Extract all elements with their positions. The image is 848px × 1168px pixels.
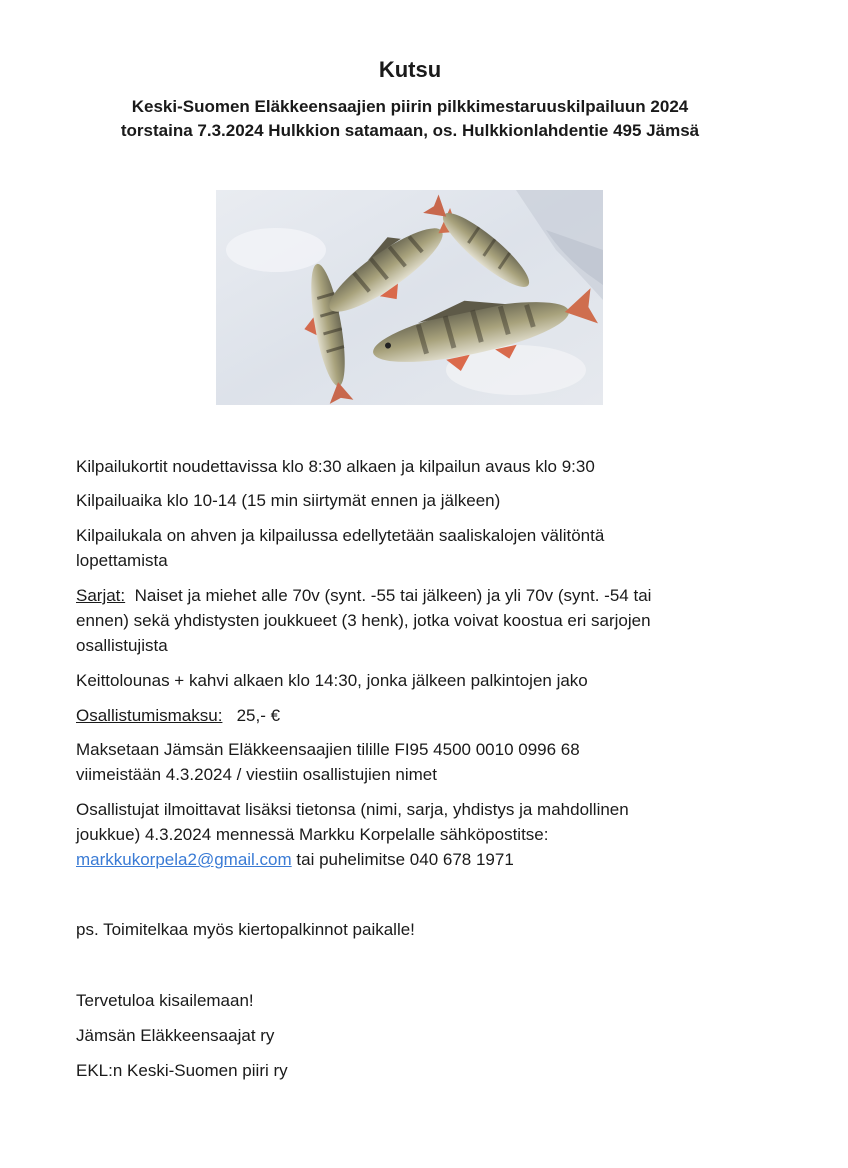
fee-line — [76, 703, 776, 729]
register-line-2: joukkue) 4.3.2024 mennessä Markku Korpelalle sähköpostitse: — [76, 825, 549, 844]
series-text-1: Naiset ja miehet alle 70v (synt. -55 tai jälkeen) ja yli 70v (synt. -54 tai — [134, 586, 652, 605]
series-line-3: osallistujista — [76, 636, 168, 655]
info-lunch: Keittolounas + kahvi alkaen klo 14:30, jonka jälkeen palkintojen jako — [76, 671, 588, 690]
perch-fish-photo — [216, 190, 603, 405]
footer-ps: ps. Toimitelkaa myös kiertopalkinnot paikalle! — [76, 920, 415, 939]
register-line-1: Osallistujat ilmoittavat lisäksi tietonsa (nimi, sarja, yhdistys ja mahdollinen — [76, 800, 629, 819]
fee-value: 25,- € — [236, 706, 281, 725]
series-line-1 — [76, 583, 776, 609]
footer-org-2: EKL:n Keski-Suomen piiri ry — [76, 1061, 288, 1080]
series-label: Sarjat: — [76, 586, 126, 605]
subtitle-line-2: torstaina 7.3.2024 Hulkkion satamaan, os. Hulkkionlahdentie 495 Jämsä — [120, 121, 700, 140]
info-time: Kilpailuaika klo 10-14 (15 min siirtymät ennen ja jälkeen) — [76, 491, 501, 510]
footer-welcome: Tervetuloa kisailemaan! — [76, 991, 254, 1010]
page-title: Kutsu — [378, 57, 442, 82]
fee-label: Osallistumismaksu: — [76, 706, 223, 725]
payment-line-1: Maksetaan Jämsän Eläkkeensaajien tilille FI95 4500 0010 0996 68 — [76, 740, 580, 759]
info-fish-line-2: lopettamista — [76, 551, 168, 570]
subtitle-line-1: Keski-Suomen Eläkkeensaajien piirin pilkkimestaruuskilpailuun 2024 — [131, 97, 689, 116]
series-line-2: ennen) sekä yhdistysten joukkueet (3 henk), jotka voivat koostua eri sarjojen — [76, 611, 651, 630]
payment-line-2: viimeistään 4.3.2024 / viestiin osallistujien nimet — [76, 765, 437, 784]
footer-org-1: Jämsän Eläkkeensaajat ry — [76, 1026, 275, 1045]
register-line-3 — [76, 847, 776, 873]
info-fish-line-1: Kilpailukala on ahven ja kilpailussa edellytetään saaliskalojen välitöntä — [76, 526, 605, 545]
phone-text: tai puhelimitse 040 678 1971 — [291, 850, 514, 869]
info-cards: Kilpailukortit noudettavissa klo 8:30 alkaen ja kilpailun avaus klo 9:30 — [76, 457, 595, 476]
email-link[interactable]: markkukorpela2@gmail.com — [76, 850, 292, 869]
